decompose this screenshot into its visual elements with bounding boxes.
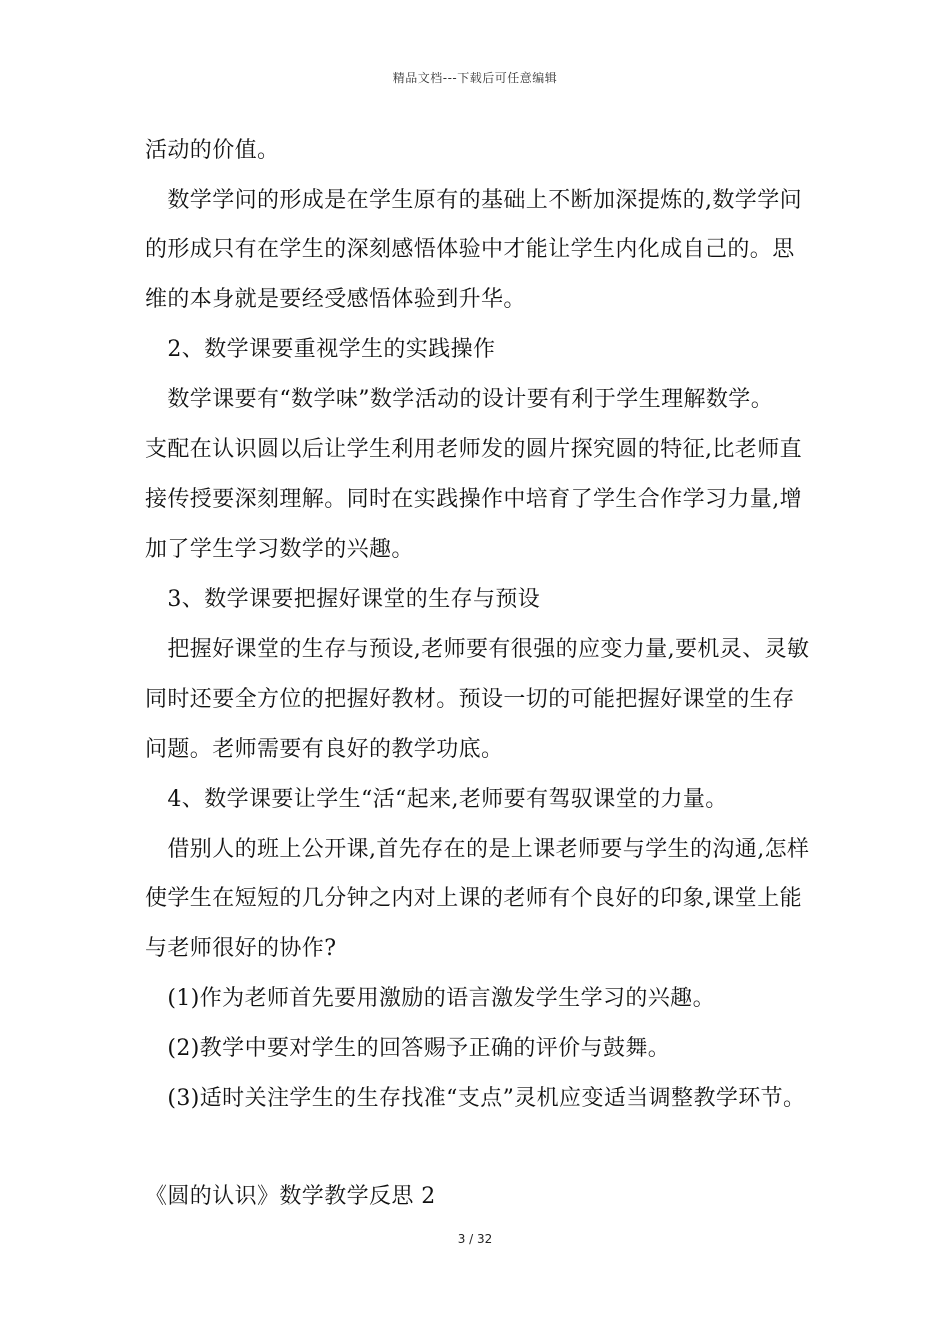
list-item: (1)作为老师首先要用激励的语言激发学生学习的兴趣。 [145, 986, 715, 1011]
section-heading: 2、数学课要重视学生的实践操作 [145, 337, 496, 362]
body-line: 支配在认识圆以后让学生利用老师发的圆片探究圆的特征,比老师直 [145, 437, 802, 462]
article-title: 《圆的认识》数学教学反思 2 [145, 1184, 436, 1209]
page-number: 3 / 32 [457, 1232, 493, 1246]
body-line: 接传授要深刻理解。同时在实践操作中培育了学生合作学习力量,增 [145, 487, 802, 512]
page-header: 精品文档---下载后可任意编辑 [392, 71, 558, 85]
list-item: (3)适时关注学生的生存找准“支点”灵机应变适当调整教学环节。 [145, 1086, 806, 1111]
body-line: 数学学问的形成是在学生原有的基础上不断加深提炼的,数学学问 [145, 188, 802, 213]
section-heading: 3、数学课要把握好课堂的生存与预设 [145, 587, 541, 612]
body-line: 加了学生学习数学的兴趣。 [145, 537, 414, 562]
body-line: 数学课要有“数学味”数学活动的设计要有利于学生理解数学。 [145, 387, 774, 412]
body-line: 问题。老师需要有良好的教学功底。 [145, 737, 504, 762]
body-line: 借别人的班上公开课,首先存在的是上课老师要与学生的沟通,怎样 [145, 837, 810, 862]
body-line: 使学生在短短的几分钟之内对上课的老师有个良好的印象,课堂上能 [145, 886, 802, 911]
body-line: 把握好课堂的生存与预设,老师要有很强的应变力量,要机灵、灵敏 [145, 637, 810, 662]
body-line: 维的本身就是要经受感悟体验到升华。 [145, 287, 526, 312]
body-line: 的形成只有在学生的深刻感悟体验中才能让学生内化成自己的。思 [145, 237, 795, 262]
section-heading: 4、数学课要让学生“活“起来,老师要有驾驭课堂的力量。 [145, 787, 728, 812]
body-line: 与老师很好的协作? [145, 936, 337, 961]
body-line: 同时还要全方位的把握好教材。预设一切的可能把握好课堂的生存 [145, 687, 795, 712]
list-item: (2)教学中要对学生的回答赐予正确的评价与鼓舞。 [145, 1036, 671, 1061]
body-line: 活动的价值。 [145, 138, 280, 163]
